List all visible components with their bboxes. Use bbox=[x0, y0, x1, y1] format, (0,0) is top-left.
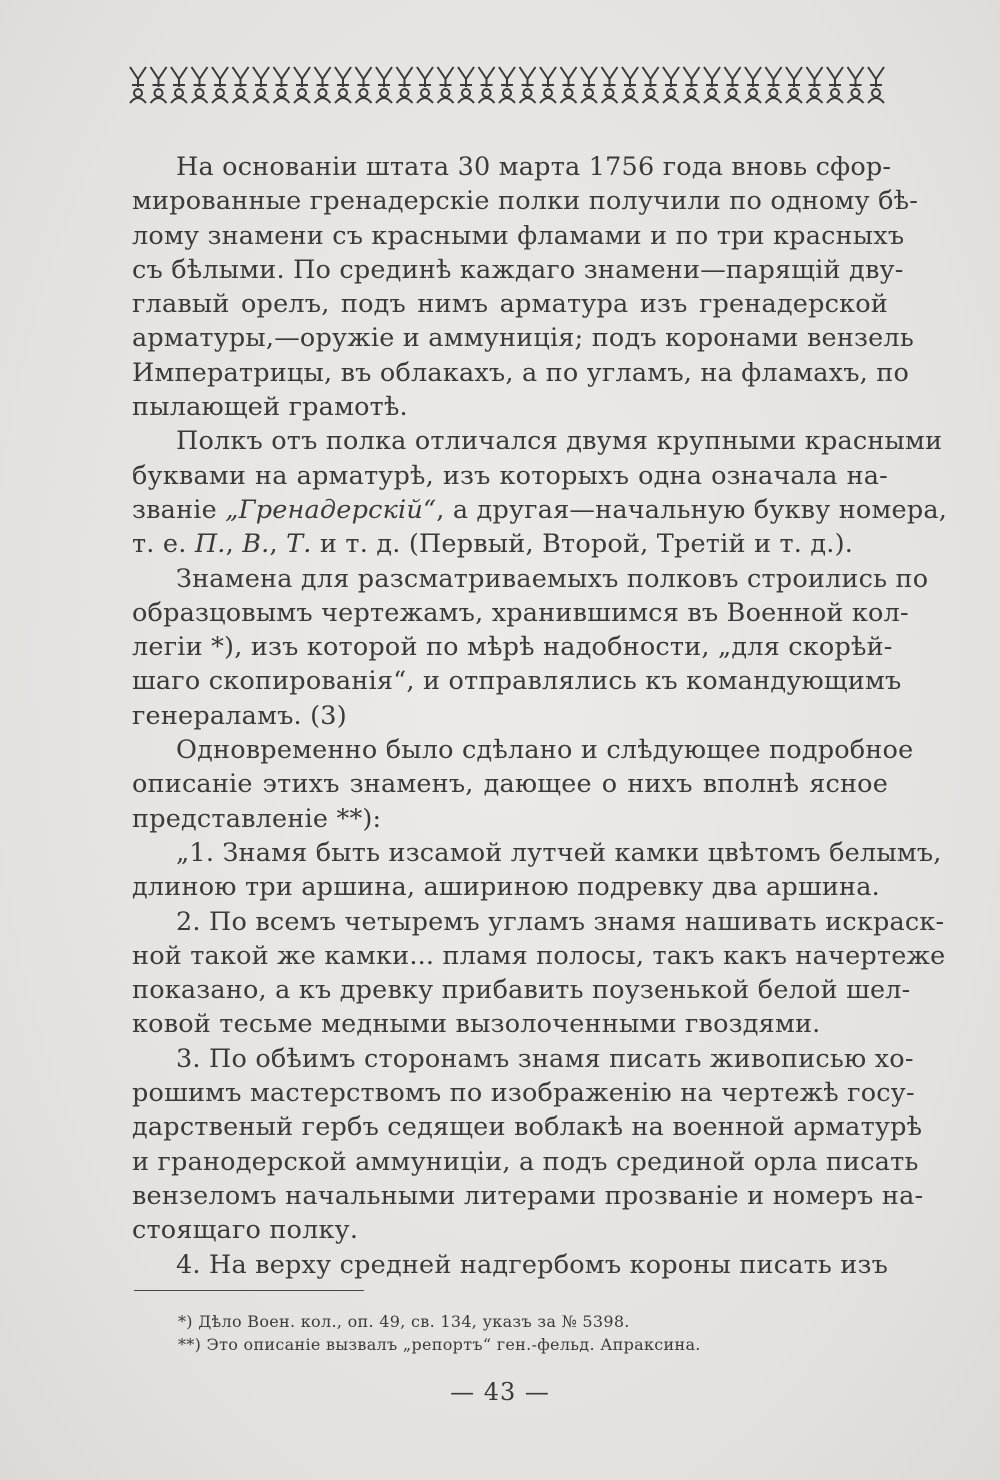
ornament-motif bbox=[704, 67, 720, 103]
text-line: Одновременно было сдѣлано и слѣдующее подробное bbox=[176, 735, 914, 766]
paragraph-1 bbox=[132, 150, 919, 424]
text-line: лому знамени съ красными фламами и по три красныхъ bbox=[132, 220, 905, 251]
paragraph-6 bbox=[132, 905, 946, 1042]
ornament-motif bbox=[335, 67, 351, 103]
italic-title: „Гренадерскiй“ bbox=[225, 494, 437, 525]
footnote-1: *) Дѣло Воен. кол., оп. 49, св. 134, указъ за № 5398. bbox=[178, 1312, 630, 1331]
paragraph-4 bbox=[132, 733, 914, 836]
italic-letter: В. bbox=[242, 529, 270, 560]
text-line bbox=[132, 527, 888, 561]
ornament-motif bbox=[827, 67, 843, 103]
paragraph-8 bbox=[132, 1248, 888, 1282]
text-line: 2. По всемъ четыремъ угламъ знамя нашивать искраск- bbox=[176, 906, 945, 937]
text-fragment: , а другая—начальную букву номера, bbox=[436, 494, 948, 525]
italic-letter: П. bbox=[194, 529, 226, 560]
text-fragment: , bbox=[225, 529, 243, 560]
text-fragment: т. е. bbox=[132, 529, 195, 560]
text-line: образцовымъ чертежамъ, хранившимся въ Военной кол- bbox=[132, 597, 909, 628]
text-line: стоящаго полку. bbox=[132, 1215, 359, 1246]
text-fragment: званiе bbox=[132, 494, 226, 525]
ornament-motif bbox=[417, 67, 433, 103]
ornament-motif bbox=[684, 67, 700, 103]
main-text bbox=[132, 150, 948, 1282]
text-line: дарственый гербъ седящеи воблакѣ на военной арматурѣ bbox=[132, 1112, 923, 1143]
ornament-motif bbox=[315, 67, 331, 103]
text-line: 4. На верху средней надгербомъ короны писать изъ bbox=[176, 1249, 889, 1280]
ornament-motif bbox=[192, 67, 208, 103]
text-line: шаго скопированiя“, и отправлялись къ командующимъ bbox=[132, 666, 902, 697]
ornament-motif bbox=[294, 67, 310, 103]
ornament-motif bbox=[561, 67, 577, 103]
paragraph-2 bbox=[132, 424, 948, 561]
italic-letter: Т. bbox=[286, 529, 312, 560]
footnote-2: **) Это описанiе вызвалъ „репортъ“ ген.-фельд. Апраксина. bbox=[178, 1335, 701, 1354]
text-line: генераламъ. (3) bbox=[132, 700, 347, 731]
text-line: рошимъ мастерствомъ по изображенiю на чертежѣ госу- bbox=[132, 1078, 915, 1109]
ornament-motif bbox=[479, 67, 495, 103]
text-line: Императрицы, въ облакахъ, а по угламъ, на фламахъ, по bbox=[132, 357, 910, 388]
ornament-motif bbox=[663, 67, 679, 103]
ornament-motif bbox=[602, 67, 618, 103]
text-line: ковой тесьме медными вызолоченными гвоздями. bbox=[132, 1009, 821, 1040]
text-line: вензеломъ начальными литерами прозванiе и номеръ на- bbox=[132, 1180, 924, 1211]
ornament-motif bbox=[766, 67, 782, 103]
text-line: арматуры,—оружiе и аммуницiя; подъ коронами вензель bbox=[132, 323, 914, 354]
ornament-motif bbox=[848, 67, 864, 103]
ornament-motif bbox=[233, 67, 249, 103]
text-line: длиною три аршина, ашириною подревку два аршина. bbox=[132, 872, 880, 903]
ornament-motif bbox=[376, 67, 392, 103]
page-number: — 43 — bbox=[450, 1378, 550, 1406]
text-line bbox=[132, 493, 948, 527]
ornament-motif bbox=[171, 67, 187, 103]
text-fragment: , bbox=[269, 529, 287, 560]
decorative-header-ornament bbox=[128, 62, 888, 106]
text-line: показано, а къ древку прибавить поузенькой белой шел- bbox=[132, 975, 911, 1006]
ornament-motif bbox=[725, 67, 741, 103]
ornament-motif bbox=[356, 67, 372, 103]
ornament-motif bbox=[212, 67, 228, 103]
text-line: буквами на арматурѣ, изъ которыхъ одна означала на- bbox=[132, 460, 888, 491]
ornament-motif bbox=[130, 67, 146, 103]
ornament-motif bbox=[397, 67, 413, 103]
text-line: и гранодерской аммуницiи, а подъ срединой орла писать bbox=[132, 1146, 919, 1177]
text-fragment: и т. д. (Первый, Второй, Третiй и т. д.). bbox=[311, 529, 854, 560]
ornament-motif bbox=[581, 67, 597, 103]
ornament-motif bbox=[520, 67, 536, 103]
text-line: представленiе **): bbox=[132, 803, 382, 834]
ornament-motif bbox=[499, 67, 515, 103]
text-line: 3. По обѣимъ сторонамъ знамя писать живописью хо- bbox=[176, 1043, 914, 1074]
ornament-motif bbox=[786, 67, 802, 103]
ornament-motif bbox=[745, 67, 761, 103]
text-line: легiи *), изъ которой по мѣрѣ надобности, „для скорѣй- bbox=[132, 632, 893, 663]
ornament-motif bbox=[151, 67, 167, 103]
text-line: Знамена для разсматриваемыхъ полковъ строились по bbox=[176, 563, 929, 594]
ornament-motif bbox=[438, 67, 454, 103]
paragraph-7 bbox=[132, 1042, 924, 1248]
ornament-motif bbox=[643, 67, 659, 103]
ornament-motif bbox=[868, 67, 884, 103]
text-line: описанiе этихъ знаменъ, дающее о нихъ вполнѣ ясное bbox=[132, 769, 888, 800]
text-line: пылающей грамотѣ. bbox=[132, 392, 408, 423]
ornament-motif bbox=[807, 67, 823, 103]
ornament-motif bbox=[253, 67, 269, 103]
text-line: мированные гренадерскiе полки получили по одному бѣ- bbox=[132, 186, 919, 217]
paragraph-3 bbox=[132, 562, 929, 733]
footnotes bbox=[178, 1310, 878, 1356]
text-line: главый орелъ, подъ нимъ арматура изъ гренадерской bbox=[132, 289, 888, 320]
footnote-divider bbox=[134, 1290, 364, 1291]
paragraph-5 bbox=[132, 836, 942, 905]
ornament-motif bbox=[622, 67, 638, 103]
ornament-motif bbox=[458, 67, 474, 103]
text-line: ной такой же камки... пламя полосы, такъ какъ начертеже bbox=[132, 940, 946, 971]
text-line: На основанiи штата 30 марта 1756 года вновь сфор- bbox=[176, 152, 892, 182]
text-line: съ бѣлыми. По срединѣ каждаго знамени—парящiй дву- bbox=[132, 254, 904, 285]
text-line: Полкъ отъ полка отличался двумя крупными красными bbox=[176, 426, 943, 457]
text-line: „1. Знамя быть изсамой лутчей камки цвѣтомъ белымъ, bbox=[176, 837, 942, 868]
ornament-motif bbox=[540, 67, 556, 103]
ornament-motif bbox=[274, 67, 290, 103]
